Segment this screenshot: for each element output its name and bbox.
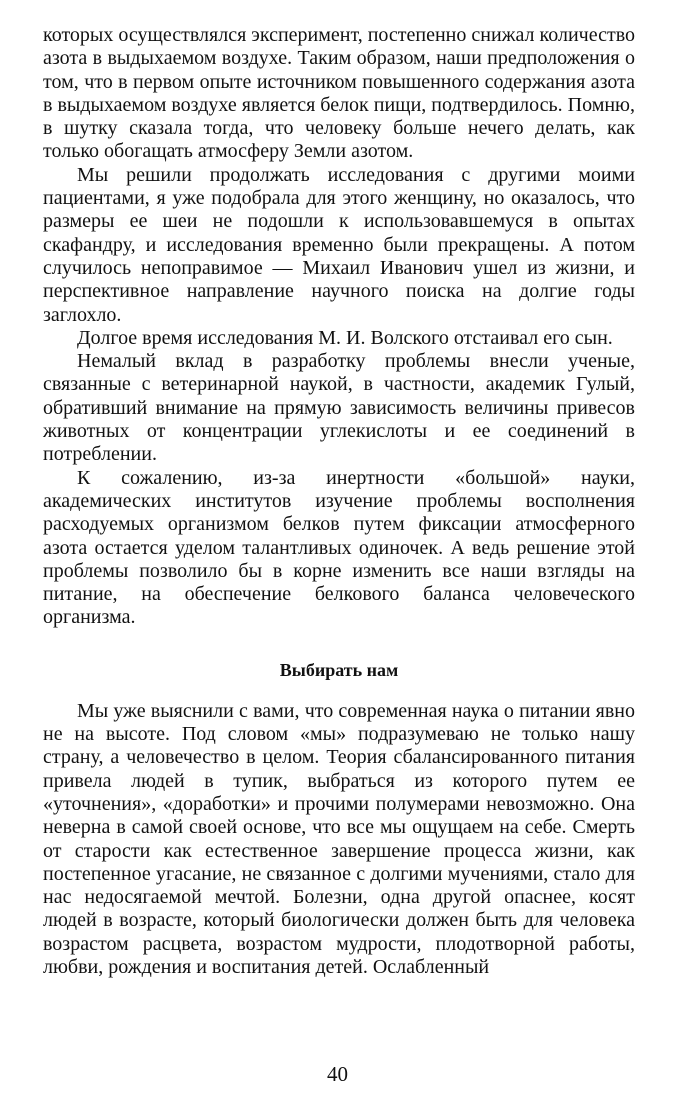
paragraph: Мы решили продолжать исследования с другими моими пациентами, я уже подобрала для этого женщину, но оказалось, что размеры ее шеи не подошли к использовавшемуся в опытах скафандру, и исследования временно были прекращены. А потом случилось непоправимое — Михаил Иванович ушел из жизни, и перспективное направление научного поиска на долгие годы заглохло. [43, 163, 635, 326]
book-page-text [43, 24, 635, 979]
paragraph: Немалый вклад в разработку проблемы внесли ученые, связанные с ветеринарной наукой, в частности, академик Гулый, обративший внимание на прямую зависимость величины привесов животных от концентрации углекислоты и ее соединений в потреблении. [43, 350, 635, 466]
paragraph: К сожалению, из-за инертности «большой» науки, академических институтов изучение проблемы восполнения расходуемых организмом белков путем фиксации атмосферного азота остается уделом талантливых одиночек. А ведь решение этой проблемы позволило бы в корне изменить все наши взгляды на питание, на обеспечение белкового баланса человеческого организма. [43, 466, 635, 629]
paragraph: которых осуществлялся эксперимент, постепенно снижал количество азота в выдыхаемом воздухе. Таким образом, наши предположения о том, что в первом опыте источником повышенного содержания азота в выдыхаемом воздухе является белок пищи, подтвердилось. Помню, в шутку сказала тогда, что человеку больше нечего делать, как только обогащать атмосферу Земли азотом. [43, 24, 636, 163]
section-heading: Выбирать нам [279, 659, 399, 680]
page-number: 40 [327, 1062, 348, 1086]
paragraph: Мы уже выяснили с вами, что современная наука о питании явно не на высоте. Под словом «мы» подразумеваю не только нашу страну, а человечество в целом. Теория сбалансированного питания привела людей в тупик, выбраться из которого путем ее «уточнения», «доработки» и прочими полумерами невозможно. Она неверна в самой своей основе, что все мы ощущаем на себе. Смерть от старости как естественное завершение процесса жизни, как постепенное угасание, не связанное с долгими мучениями, стало для нас недосягаемой мечтой. Болезни, одна другой опаснее, косят людей в возрасте, который биологически должен быть для человека возрастом расцвета, возрастом мудрости, плодотворной работы, любви, рождения и воспитания детей. Ослабленный [43, 699, 635, 978]
paragraph: Долгое время исследования М. И. Волского отстаивал его сын. [77, 326, 613, 349]
